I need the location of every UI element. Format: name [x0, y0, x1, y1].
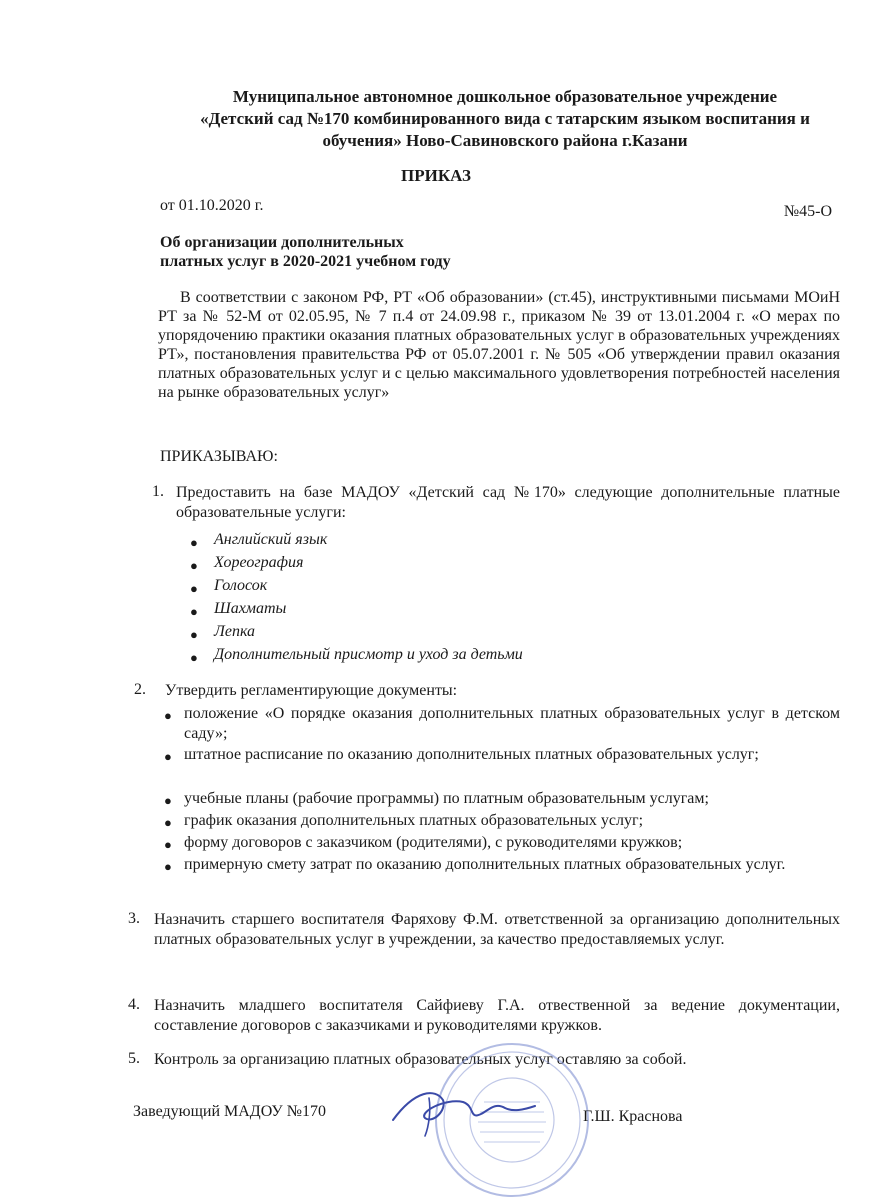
- item-number: 3.: [128, 910, 140, 927]
- document-item: примерную смету затрат по оказанию дополнительных платных образовательных услуг.: [184, 856, 786, 873]
- document-item: штатное расписание по оказанию дополнительных платных образовательных услуг;: [184, 746, 759, 763]
- item-text: Предоставить на базе МАДОУ «Детский сад №170» следующие дополнительные платные образовательные услуги:: [176, 484, 840, 521]
- header-line-1: Муниципальное автономное дошкольное образовательное учреждение: [232, 87, 778, 106]
- bullet-icon: ●: [190, 650, 198, 665]
- item-number: 1.: [152, 483, 164, 500]
- item-text: Назначить старшего воспитателя Фаряхову Ф.М. ответственной за организацию дополнительных платных образовательных услуг в учреждении, за качество предоставляемых услуг.: [154, 911, 840, 948]
- service-item: Шахматы: [214, 600, 287, 617]
- item-number: 2.: [134, 681, 146, 698]
- service-item: Дополнительный присмотр и уход за детьми: [214, 646, 523, 663]
- order-number: №45-О: [783, 203, 832, 220]
- service-item: Лепка: [214, 623, 256, 640]
- bullet-icon: ●: [164, 749, 172, 764]
- header-line-3: обучения» Ново-Савиновского района г.Казани: [322, 131, 688, 150]
- document-item: учебные планы (рабочие программы) по платным образовательным услугам;: [184, 790, 709, 807]
- service-item: Хореография: [214, 554, 304, 571]
- bullet-icon: ●: [190, 604, 198, 619]
- order-subject: [160, 233, 451, 271]
- service-item: Английский язык: [214, 531, 328, 548]
- bullet-icon: ●: [164, 859, 172, 874]
- item-text: Утвердить регламентирующие документы:: [165, 682, 458, 699]
- bullet-icon: ●: [164, 793, 172, 808]
- subject-line-2: платных услуг в 2020-2021 учебном году: [160, 253, 451, 270]
- service-item: Голосок: [214, 577, 268, 594]
- institution-header: [150, 86, 860, 152]
- item-text: Назначить младшего воспитателя Сайфиеву Г.А. отвественной за ведение документации, составление договоров с заказчиками и руководителями кружков.: [154, 997, 840, 1034]
- header-line-2: «Детский сад №170 комбинированного вида с татарским языком воспитания и: [200, 109, 810, 128]
- handwritten-signature-icon: [385, 1080, 545, 1140]
- document-title: ПРИКАЗ: [401, 166, 471, 185]
- bullet-icon: ●: [190, 535, 198, 550]
- document-item: график оказания дополнительных платных образовательных услуг;: [184, 812, 644, 829]
- order-date: от 01.10.2020 г.: [160, 197, 264, 214]
- bullet-icon: ●: [190, 627, 198, 642]
- subject-line-1: Об организации дополнительных: [160, 234, 404, 251]
- signatory-role: Заведующий МАДОУ №170: [133, 1103, 326, 1120]
- item-text: Контроль за организацию платных образовательных услуг оставляю за собой.: [154, 1051, 687, 1068]
- preamble-paragraph: В соответствии с законом РФ, РТ «Об образовании» (ст.45), инструктивными письмами МОиН РТ за № 52-М от 02.05.95, № 7 п.4 от 24.09.98 г., приказом № 39 от 13.01.2004 г. «О мерах по упорядочению практики оказания платных образовательных услуг в образовательных учреждениях РТ», постановления правительства РФ от 05.07.2001 г. № 505 «Об утверждении правил оказания платных образовательных услуг и с целью максимального удовлетворения потребностей населения на рынке образовательных услуг»: [158, 289, 840, 401]
- item-number: 5.: [128, 1050, 140, 1067]
- bullet-icon: ●: [164, 837, 172, 852]
- bullet-icon: ●: [190, 558, 198, 573]
- bullet-icon: ●: [190, 581, 198, 596]
- item-number: 4.: [128, 996, 140, 1013]
- signatory-name: Г.Ш. Краснова: [583, 1108, 683, 1125]
- bullet-icon: ●: [164, 708, 172, 723]
- document-item: форму договоров с заказчиком (родителями), с руководителями кружков;: [184, 834, 683, 851]
- order-word: ПРИКАЗЫВАЮ:: [160, 448, 278, 465]
- document-item: положение «О порядке оказания дополнительных платных образовательных услуг в детском саду»;: [184, 705, 840, 742]
- bullet-icon: ●: [164, 815, 172, 830]
